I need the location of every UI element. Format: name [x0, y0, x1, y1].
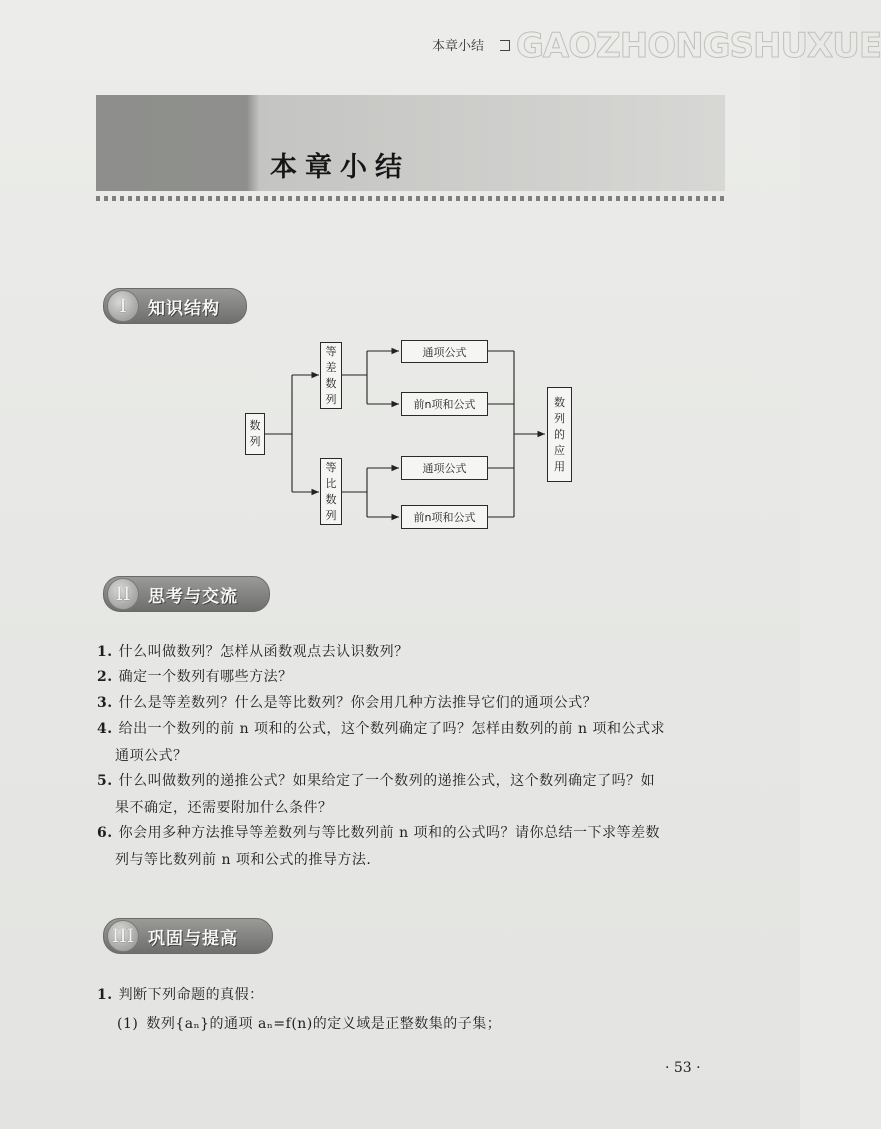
question-text: 你会用多种方法推导等差数列与等比数列前 n 项和的公式吗？请你总结一下求等差数 [118, 825, 661, 841]
question-text-continuation: 列与等比数列前 n 项和公式的推导方法. [115, 852, 372, 868]
question-number: 1. [97, 644, 113, 660]
exercise-subitem [117, 1011, 729, 1038]
question-item [97, 716, 729, 770]
question-text: 什么叫做数列的递推公式？如果给定了一个数列的递推公式，这个数列确定了吗？如 [118, 773, 656, 789]
section-badge-think-and-discuss [103, 576, 270, 612]
node-sequence: 数列 [245, 413, 265, 455]
question-text: 什么叫做数列？怎样从函数观点去认识数列？ [118, 644, 409, 660]
question-item [97, 664, 729, 691]
question-item [97, 690, 729, 717]
section-badge-consolidate-and-improve [103, 918, 273, 954]
subitem-text: 数列{aₙ}的通项 aₙ=f(n)的定义域是正整数集的子集； [146, 1016, 502, 1032]
question-item [97, 820, 729, 874]
section-title: 思考与交流 [148, 587, 238, 607]
question-text-continuation: 通项公式？ [115, 748, 188, 764]
section-numeral: III [107, 920, 139, 952]
question-number: 4. [97, 721, 113, 737]
subitem-label: (1) [117, 1016, 139, 1032]
section-numeral: I [107, 290, 139, 322]
exercise-text: 判断下列命题的真假： [118, 987, 264, 1003]
section-numeral: II [107, 578, 139, 610]
question-number: 5. [97, 773, 113, 789]
section-title: 知识结构 [148, 299, 220, 319]
question-item [97, 768, 729, 822]
question-number: 6. [97, 825, 113, 841]
exercise-number: 1. [97, 987, 113, 1003]
node-geom-general-term: 通项公式 [401, 456, 488, 480]
question-text: 什么是等差数列？什么是等比数列？你会用几种方法推导它们的通项公式？ [118, 695, 598, 711]
question-text: 确定一个数列有哪些方法？ [118, 669, 293, 685]
node-arith-general-term: 通项公式 [401, 340, 488, 363]
question-number: 2. [97, 669, 113, 685]
node-arithmetic-sequence: 等差数列 [320, 342, 342, 409]
exercise-item [97, 982, 729, 1009]
node-geometric-sequence: 等比数列 [320, 458, 342, 525]
header-wordmark: GAOZHONGSHUXUE [516, 26, 881, 66]
section-title: 巩固与提高 [148, 929, 238, 949]
running-header-label: 本章小结 [432, 39, 485, 54]
page-title: 本章小结 [270, 152, 410, 183]
question-text: 给出一个数列的前 n 项和的公式，这个数列确定了吗？怎样由数列的前 n 项和公式求 [118, 721, 665, 737]
node-arith-sum-formula: 前n项和公式 [401, 392, 488, 416]
node-sequence-applications: 数列的应用 [547, 387, 572, 482]
page-number: · 53 · [665, 1060, 701, 1076]
node-geom-sum-formula: 前n项和公式 [401, 505, 488, 529]
question-item [97, 639, 729, 666]
question-text-continuation: 果不确定，还需要附加什么条件？ [115, 800, 333, 816]
question-number: 3. [97, 695, 113, 711]
